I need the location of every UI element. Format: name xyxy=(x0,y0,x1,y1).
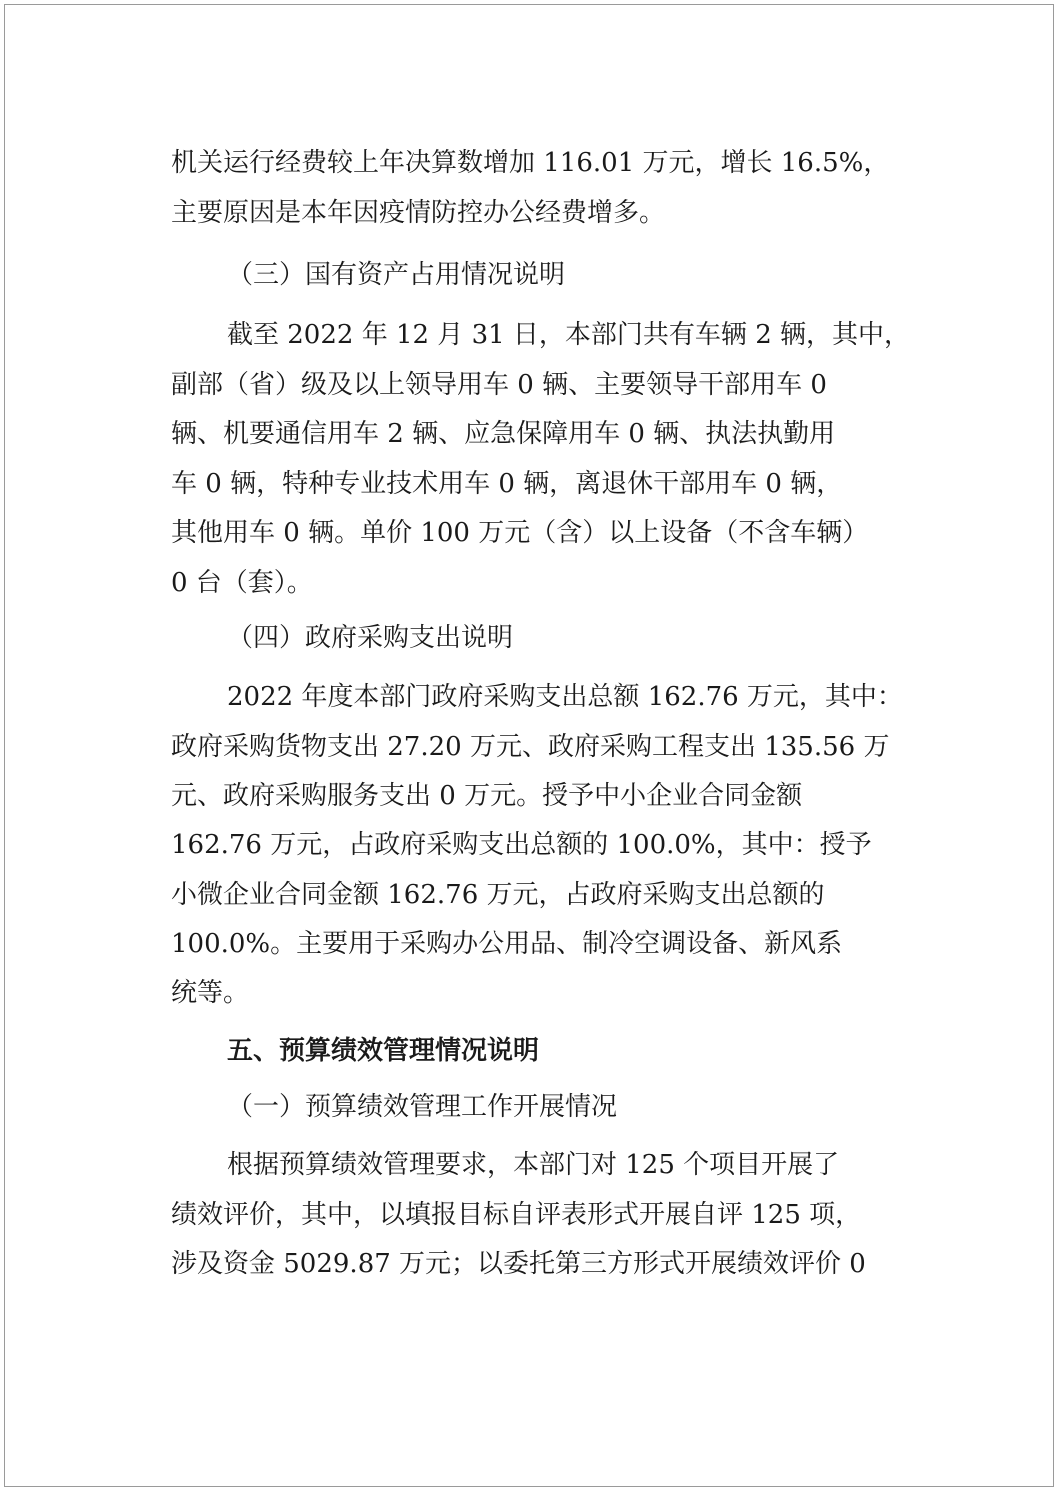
paragraph-line: 其他用车 0 辆。单价 100 万元（含）以上设备（不含车辆） xyxy=(171,518,869,548)
paragraph-line: 绩效评价，其中，以填报目标自评表形式开展自评 125 项， xyxy=(171,1200,862,1230)
paragraph-line: 根据预算绩效管理要求，本部门对 125 个项目开展了 xyxy=(227,1150,840,1180)
paragraph-line: 100.0%。主要用于采购办公用品、制冷空调设备、新风系 xyxy=(171,929,843,959)
chapter-heading-5: 五、预算绩效管理情况说明 xyxy=(227,1036,540,1066)
paragraph-line: 涉及资金 5029.87 万元；以委托第三方形式开展绩效评价 0 xyxy=(171,1249,866,1279)
section-heading-3: （三）国有资产占用情况说明 xyxy=(227,260,566,290)
paragraph-line: 0 台（套）。 xyxy=(171,568,313,598)
paragraph-line: 162.76 万元，占政府采购支出总额的 100.0%，其中：授予 xyxy=(171,830,872,860)
paragraph-line: 元、政府采购服务支出 0 万元。授予中小企业合同金额 xyxy=(171,781,803,811)
paragraph-line: 辆、机要通信用车 2 辆、应急保障用车 0 辆、执法执勤用 xyxy=(171,419,836,449)
paragraph-line: 副部（省）级及以上领导用车 0 辆、主要领导干部用车 0 xyxy=(171,370,827,400)
section-heading-1: （一）预算绩效管理工作开展情况 xyxy=(227,1092,618,1122)
paragraph-line: 车 0 辆，特种专业技术用车 0 辆，离退休干部用车 0 辆， xyxy=(171,469,843,499)
paragraph-line: 政府采购货物支出 27.20 万元、政府采购工程支出 135.56 万 xyxy=(171,732,890,762)
paragraph-line: 截至 2022 年 12 月 31 日，本部门共有车辆 2 辆，其中， xyxy=(227,320,910,350)
paragraph-line: 机关运行经费较上年决算数增加 116.01 万元，增长 16.5%， xyxy=(171,148,890,178)
paragraph-line: 小微企业合同金额 162.76 万元，占政府采购支出总额的 xyxy=(171,880,825,910)
document-page xyxy=(4,4,1054,1487)
paragraph-line: 2022 年度本部门政府采购支出总额 162.76 万元，其中： xyxy=(227,682,903,712)
section-heading-4: （四）政府采购支出说明 xyxy=(227,623,514,653)
paragraph-line: 主要原因是本年因疫情防控办公经费增多。 xyxy=(171,198,666,228)
paragraph-line: 统等。 xyxy=(171,978,250,1008)
